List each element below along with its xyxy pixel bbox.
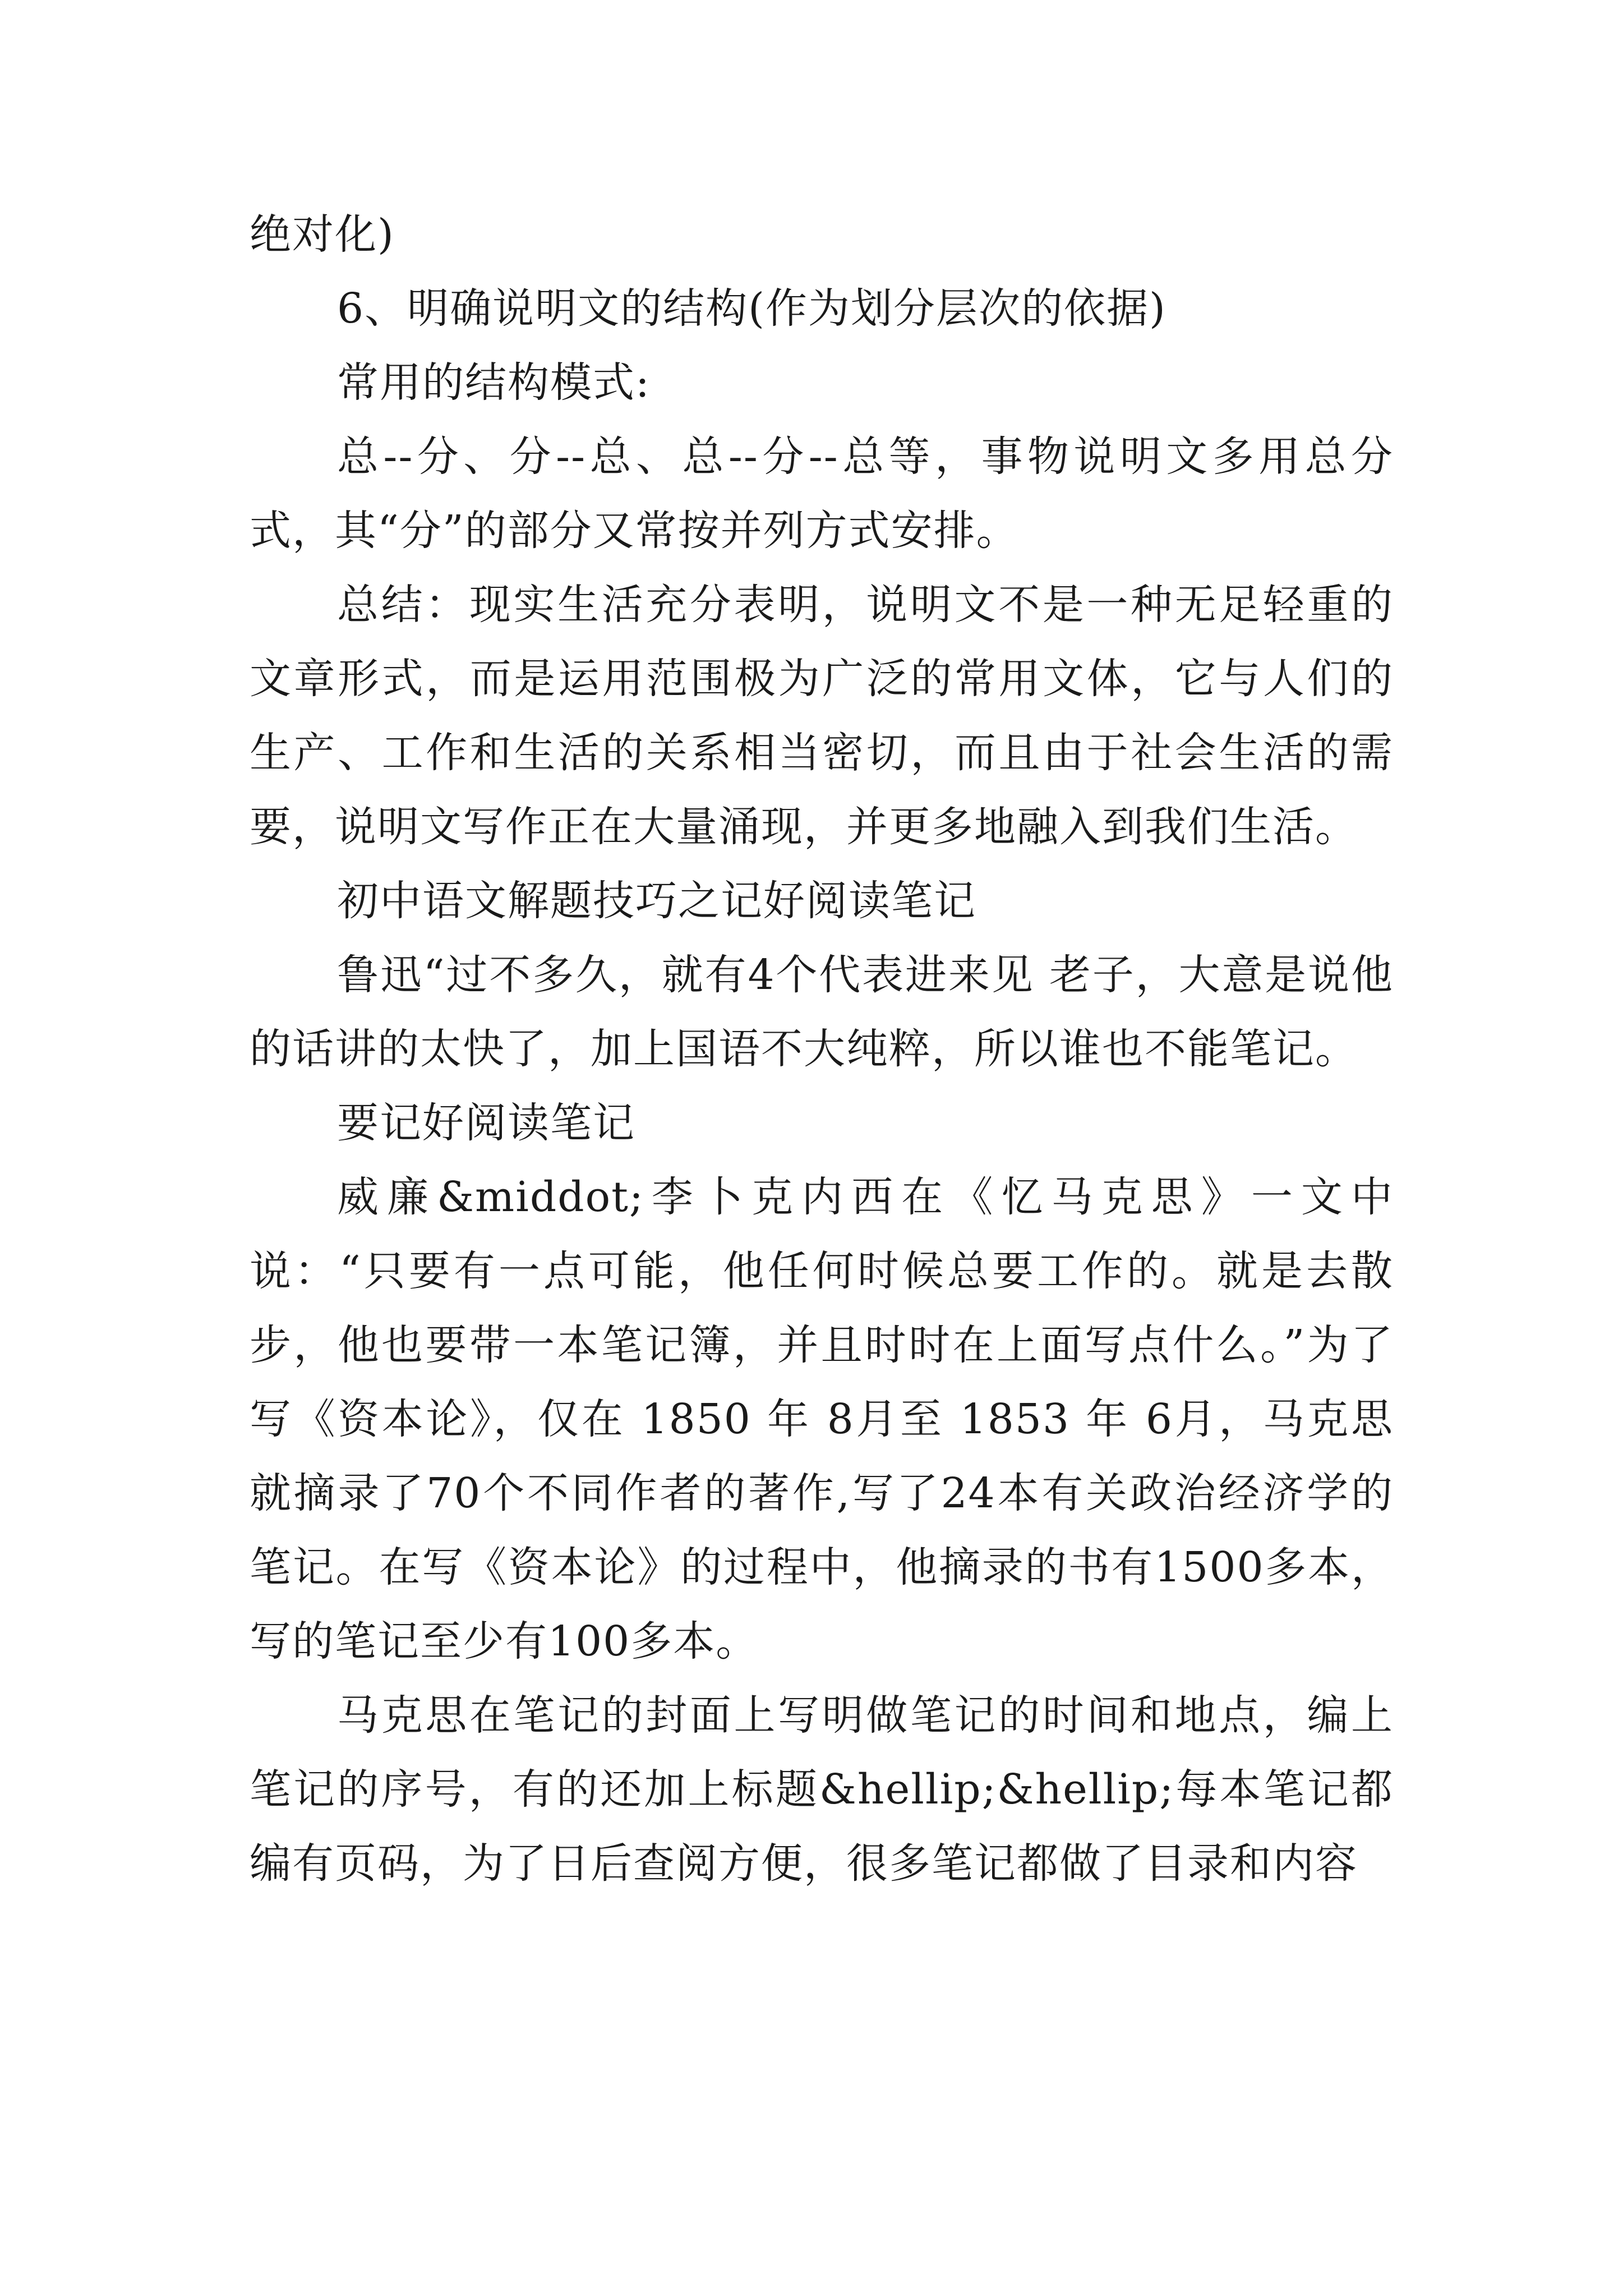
paragraph-summary: 总结：现实生活充分表明，说明文不是一种无足轻重的文章形式，而是运用范围极为广泛的常用文体，它与人们的生产、工作和生活的关系相当密切，而且由于社会生活的需要，说明文写作正在大量涌现，并更多地融入到我们生活。 — [250, 581, 1394, 851]
paragraph-structure-heading: 6、明确说明文的结构(作为划分层次的依据) — [337, 284, 1166, 333]
paragraph-lu-xun-quote: 鲁迅“过不多久，就有4个代表进来见 老子，大意是说他的话讲的太快了，加上国语不大纯粹，所以谁也不能笔记。 — [250, 951, 1394, 1073]
body-text — [250, 197, 1394, 1901]
paragraph-marx-notes: 威廉&middot;李卜克内西在《忆马克思》一文中说：“只要有一点可能，他任何时候总要工作的。就是去散步，他也要带一本笔记簿，并且时时在上面写点什么。”为了写《资本论》，仅在 1850 年 8月至 1853 年 6月，马克思就摘录了70个不同作者的著作,写了24本有关政治经济学的笔记。在写《资本论》的过程中，他摘录的书有1500多本，写的笔记至少有100多本。 — [250, 1173, 1394, 1665]
paragraph-continuation: 绝对化) — [250, 210, 395, 259]
paragraph-structure-patterns-label: 常用的结构模式: — [337, 358, 651, 407]
paragraph-reading-notes-subheading: 要记好阅读笔记 — [337, 1099, 635, 1147]
paragraph-structure-patterns: 总--分、分--总、总--分--总等，事物说明文多用总分式，其“分”的部分又常按并列方式安排。 — [250, 432, 1394, 555]
paragraph-marx-notebook-details: 马克思在笔记的封面上写明做笔记的时间和地点，编上笔记的序号，有的还加上标题&hellip;&hellip;每本笔记都编有页码，为了日后查阅方便，很多笔记都做了目录和内容 — [250, 1691, 1394, 1888]
section-title-reading-notes: 初中语文解题技巧之记好阅读笔记 — [337, 877, 976, 925]
